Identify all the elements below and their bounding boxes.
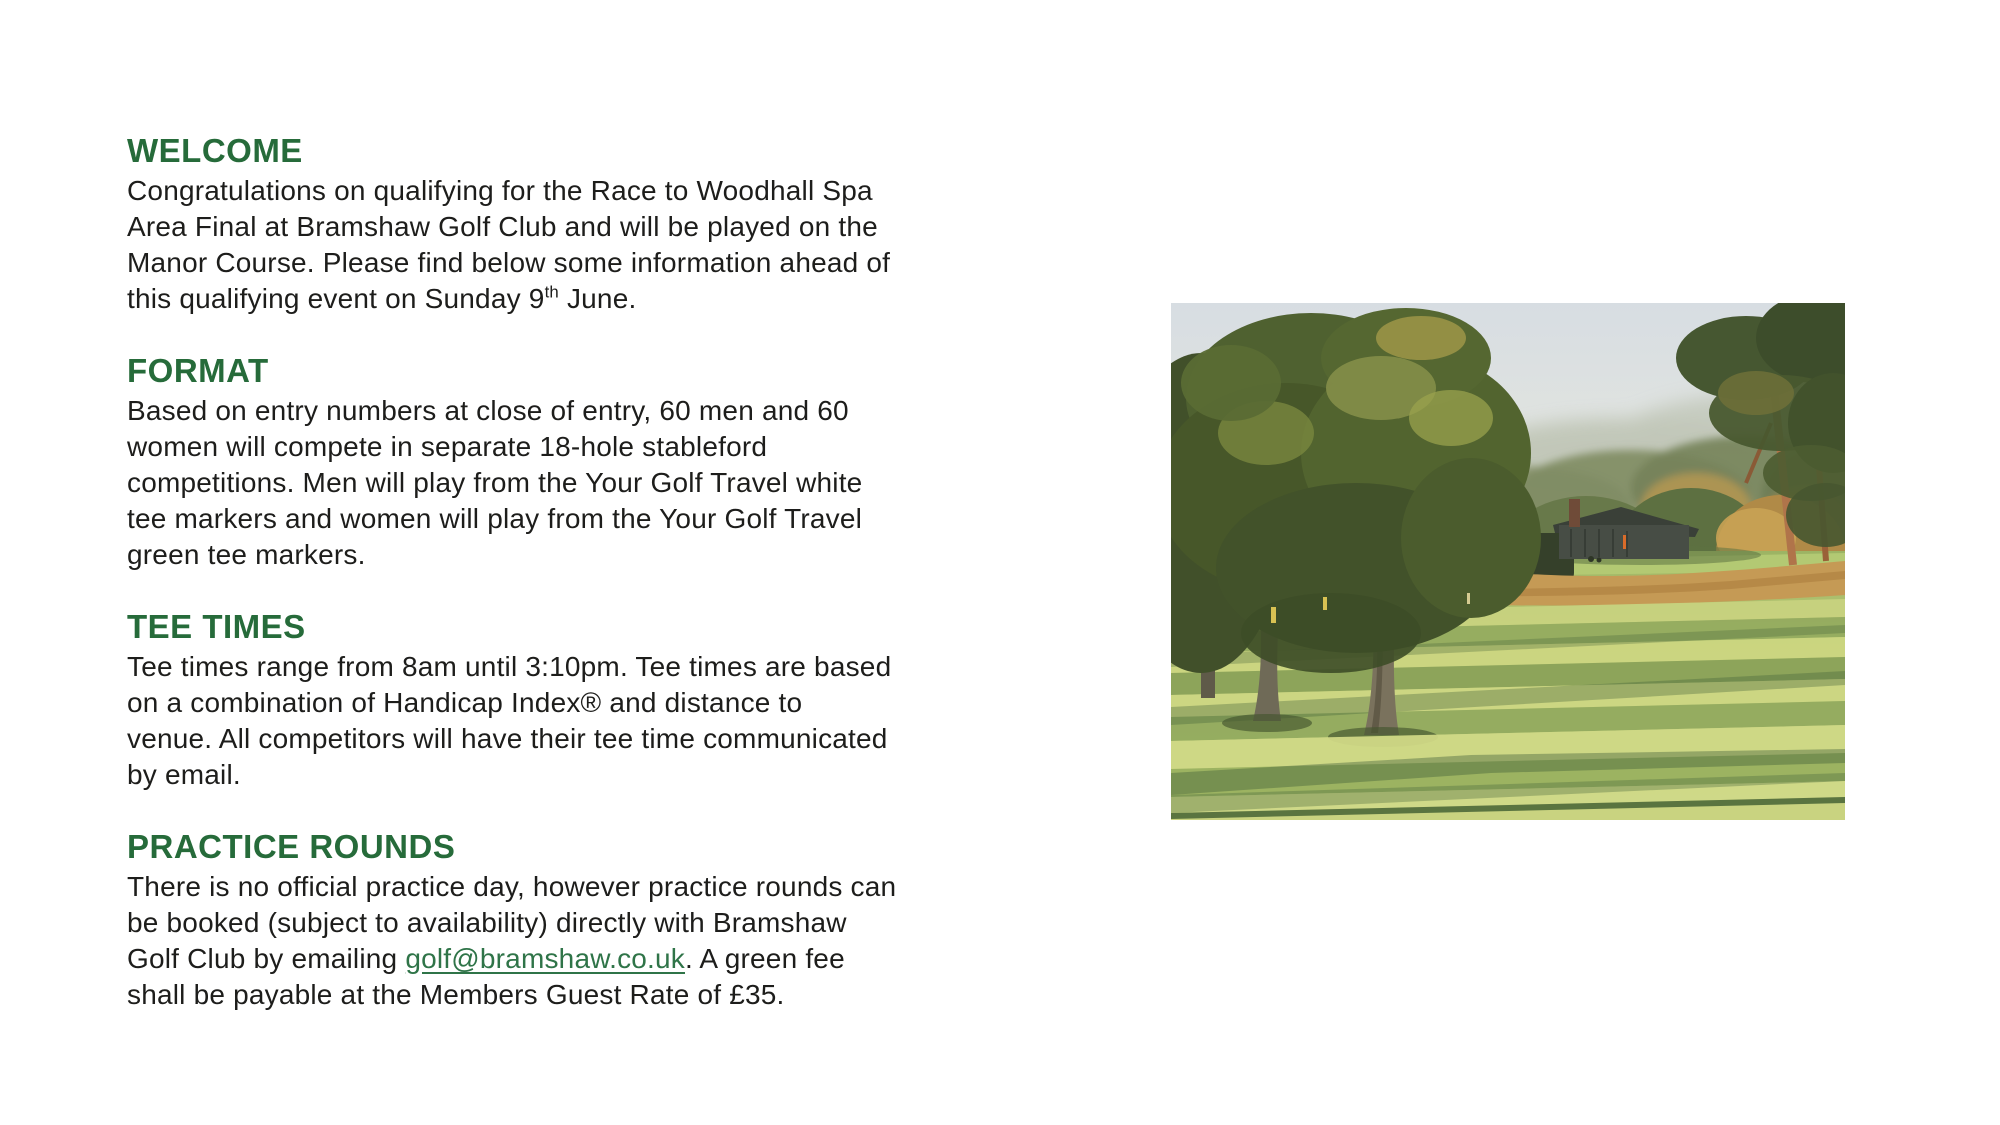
text-span: . A green fee	[685, 943, 845, 974]
text-span: Area Final at Bramshaw Golf Club and will be played on the	[127, 211, 878, 242]
section-heading-format: FORMAT	[127, 352, 269, 389]
text-span: venue. All competitors will have their tee time communicated	[127, 723, 888, 754]
text-span: competitions. Men will play from the Your Golf Travel white	[127, 467, 863, 498]
text-span: Golf Club by emailing	[127, 943, 406, 974]
section-heading-practice-rounds: PRACTICE ROUNDS	[127, 828, 456, 865]
section-heading-tee-times: TEE TIMES	[127, 608, 306, 645]
text-line	[127, 429, 1027, 465]
text-line	[127, 465, 1027, 501]
text-span: Congratulations on qualifying for the Race to Woodhall Spa	[127, 175, 873, 206]
text-line	[127, 649, 1027, 685]
section-heading-welcome: WELCOME	[127, 132, 303, 169]
ordinal-superscript: th	[544, 282, 559, 302]
text-line	[127, 941, 1027, 977]
info-text-column	[127, 131, 1027, 1047]
section-paragraph	[127, 649, 1027, 793]
text-line	[127, 977, 1027, 1013]
text-span: this qualifying event on Sunday 9	[127, 283, 545, 314]
sections-root	[127, 131, 1027, 1013]
section-practice-rounds	[127, 827, 1027, 1013]
golf-course-illustration	[1171, 303, 1845, 820]
text-span: on a combination of Handicap Index® and distance to	[127, 687, 803, 718]
section-format	[127, 351, 1027, 573]
section-tee-times	[127, 607, 1027, 793]
text-span: There is no official practice day, however practice rounds can	[127, 871, 897, 902]
text-line	[127, 537, 1027, 573]
section-welcome	[127, 131, 1027, 317]
text-line	[127, 281, 1027, 317]
text-line	[127, 245, 1027, 281]
section-paragraph	[127, 173, 1027, 317]
text-line	[127, 905, 1027, 941]
section-paragraph	[127, 869, 1027, 1013]
text-span: June.	[558, 283, 637, 314]
text-line	[127, 173, 1027, 209]
text-span: by email.	[127, 759, 241, 790]
golf-course-photo	[1171, 303, 1845, 820]
text-line	[127, 393, 1027, 429]
text-span: tee markers and women will play from the Your Golf Travel	[127, 503, 863, 534]
text-line	[127, 501, 1027, 537]
text-line	[127, 685, 1027, 721]
text-span: Manor Course. Please find below some information ahead of	[127, 247, 891, 278]
text-line	[127, 869, 1027, 905]
text-span: Based on entry numbers at close of entry, 60 men and 60	[127, 395, 849, 426]
text-span: shall be payable at the Members Guest Rate of £35.	[127, 979, 785, 1010]
text-span: be booked (subject to availability) directly with Bramshaw	[127, 907, 847, 938]
text-line	[127, 721, 1027, 757]
text-line	[127, 757, 1027, 793]
text-span: green tee markers.	[127, 539, 366, 570]
email-link[interactable]: golf@bramshaw.co.uk	[405, 943, 685, 974]
text-line	[127, 209, 1027, 245]
section-paragraph	[127, 393, 1027, 573]
text-span: women will compete in separate 18-hole stableford	[127, 431, 768, 462]
text-span: Tee times range from 8am until 3:10pm. Tee times are based	[127, 651, 892, 682]
